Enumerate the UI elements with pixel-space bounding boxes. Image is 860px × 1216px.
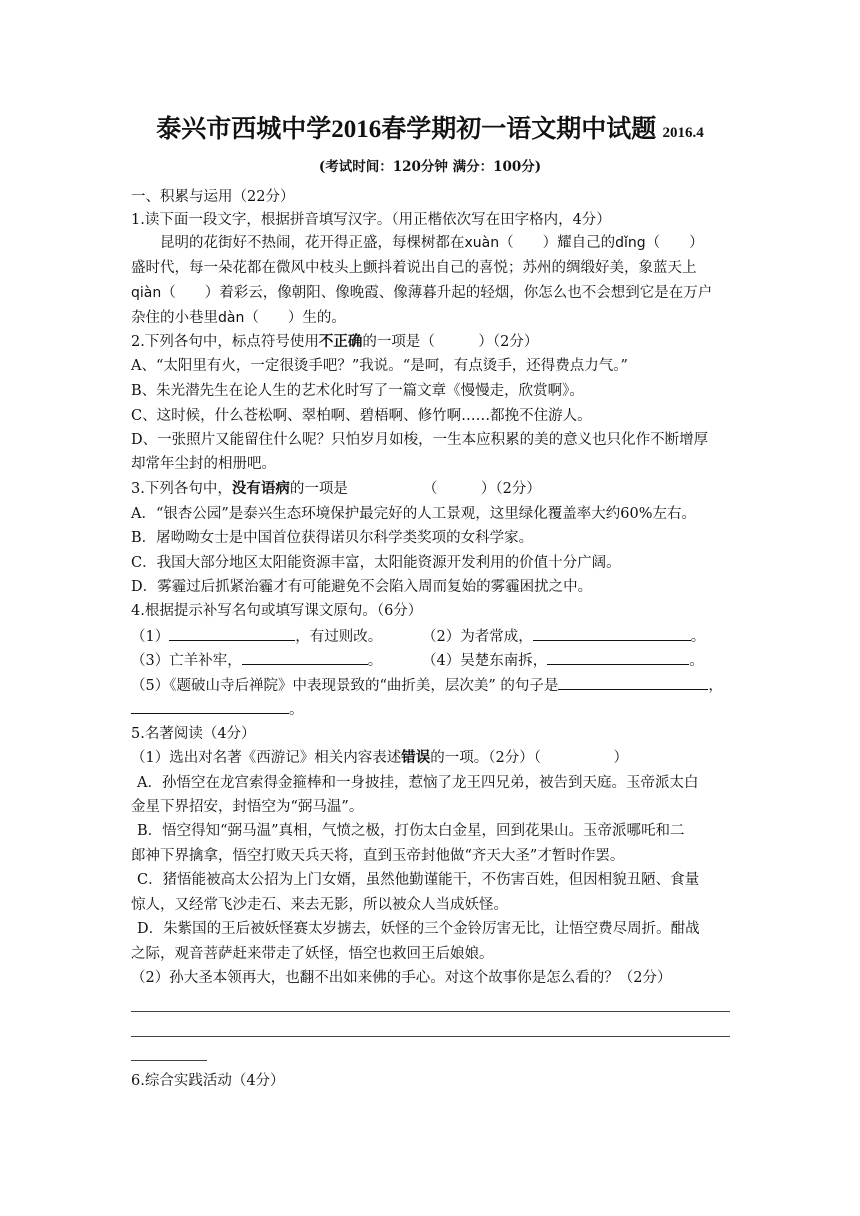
answer-blank[interactable] xyxy=(533,625,691,641)
answer-blank[interactable] xyxy=(547,649,689,665)
q3-option-b: B．屠呦呦女士是中国首位获得诺贝尔科学类奖项的女科学家。 xyxy=(131,530,534,546)
q5-option-d-line-1: D．朱紫国的王后被妖怪赛太岁掳去，妖怪的三个金铃厉害无比，让悟空费尽周折。酣战 xyxy=(137,921,700,937)
answer-blank[interactable] xyxy=(131,698,289,714)
q3-option-c: C．我国大部分地区太阳能资源丰富，太阳能资源开发利用的价值十分广阔。 xyxy=(131,555,621,571)
q1-passage-line-1: 昆明的花街好不热闹，花开得正盛，每棵树都在xuàn（ ）耀自己的dǐng（ ） xyxy=(160,235,704,251)
q3-stem: 3.下列各句中，没有语病的一项是 （ ）（2分） xyxy=(131,480,541,497)
q4-item-5-continued: 。 xyxy=(131,698,304,721)
q2-option-a: A、“太阳里有火，一定很烫手吧？”我说。“是呵，有点烫手，还得费点力气。” xyxy=(131,358,628,374)
q5-stem: 5.名著阅读（4分） xyxy=(131,726,256,742)
answer-line[interactable] xyxy=(131,1036,730,1037)
q5-option-a-line-2: 金星下界招安，封悟空为“弼马温”。 xyxy=(131,799,364,815)
q5-option-d-line-2: 之际，观音菩萨赶来带走了妖怪，悟空也救回王后娘娘。 xyxy=(131,946,494,962)
q2-option-c: C、这时候，什么苍松啊、翠柏啊、碧梧啊、修竹啊……都挽不住游人。 xyxy=(131,408,592,424)
q4-item-2: （2）为者常成， 。 xyxy=(422,625,705,648)
q5-sub1-stem: （1）选出对名著《西游记》相关内容表述错误的一项。（2分）（ ） xyxy=(131,749,628,766)
answer-line[interactable] xyxy=(131,1011,730,1012)
q2-option-d-line-1: D、一张照片又能留住什么呢？只怕岁月如梭，一生本应积累的美的意义也只化作不断增厚 xyxy=(131,432,709,448)
q1-passage-line-4: 杂住的小巷里dàn（ ）生的。 xyxy=(131,310,346,326)
title-text: 泰兴市西城中学2016春学期初一语文期中试题 xyxy=(156,116,657,143)
q1-passage-line-3: qiàn（ ）着彩云，像朝阳、像晚霞、像薄暮升起的轻烟，你怎么也不会想到它是在万户 xyxy=(131,285,713,301)
q5-option-c-line-1: C．猪悟能被高太公招为上门女婿，虽然他勤谨能干，不伤害百姓，但因相貌丑陋、食量 xyxy=(137,872,700,888)
q2-stem: 2.下列各句中，标点符号使用不正确的一项是（ ）（2分） xyxy=(131,333,539,350)
q1-passage-line-2: 盛时代，每一朵花都在微风中枝头上颤抖着说出自己的喜悦；苏州的绸缎好美，象蓝天上 xyxy=(131,260,697,276)
q5-option-c-line-2: 惊人，又经常飞沙走石、来去无影，所以被众人当成妖怪。 xyxy=(131,897,508,913)
section-heading: 一、积累与运用（22分） xyxy=(131,189,295,205)
q3-option-a: A．“银杏公园”是泰兴生态环境保护最完好的人工景观，这里绿化覆盖率大约60%左右。 xyxy=(131,506,697,522)
q4-item-4: （4）吴楚东南拆， 。 xyxy=(422,649,704,672)
answer-blank[interactable] xyxy=(242,649,368,665)
q1-stem: 1.读下面一段文字，根据拼音填写汉字。（用正楷依次写在田字格内，4分） xyxy=(131,212,611,228)
q5-option-b-line-2: 郎神下界擒拿，悟空打败天兵天将，直到玉帝封他做“齐天大圣”才暂时作罢。 xyxy=(131,848,625,864)
q6-stem: 6.综合实践活动（4分） xyxy=(131,1073,285,1089)
q5-option-a-line-1: A．孙悟空在龙宫索得金箍棒和一身披挂，惹恼了龙王四兄弟，被告到天庭。玉帝派太白 xyxy=(137,775,699,791)
q4-stem: 4.根据提示补写名句或填写课文原句。（6分） xyxy=(131,603,423,619)
q5-option-b-line-1: B．悟空得知“弼马温”真相，气愤之极，打伤太白金星，回到花果山。玉帝派哪吒和二 xyxy=(137,823,685,839)
q2-option-b: B、朱光潜先生在论人生的艺术化时写了一篇文章《慢慢走，欣赏啊》。 xyxy=(131,383,584,399)
q5-sub2-stem: （2）孙大圣本领再大，也翻不出如来佛的手心。对这个故事你是怎么看的？（2分） xyxy=(131,970,672,986)
exam-info: (考试时间：120分钟 满分：100分) xyxy=(318,159,542,175)
answer-blank[interactable] xyxy=(558,674,708,690)
q2-option-d-line-2: 却常年尘封的相册吧。 xyxy=(131,456,276,472)
q4-item-1: （1） ，有过则改。 xyxy=(131,625,382,648)
answer-line[interactable] xyxy=(131,1060,207,1061)
q3-option-d: D．雾霾过后抓紧治霾才有可能避免不会陷入周而复始的雾霾困扰之中。 xyxy=(131,579,593,595)
exam-title xyxy=(0,113,860,150)
q4-item-3: （3）亡羊补牢， 。 xyxy=(131,649,382,672)
title-date: 2016.4 xyxy=(662,125,704,141)
q4-item-5: （5）《题破山寺后禅院》中表现景致的“曲折美，层次美” 的句子是 ， xyxy=(131,674,723,697)
answer-blank[interactable] xyxy=(169,625,295,641)
